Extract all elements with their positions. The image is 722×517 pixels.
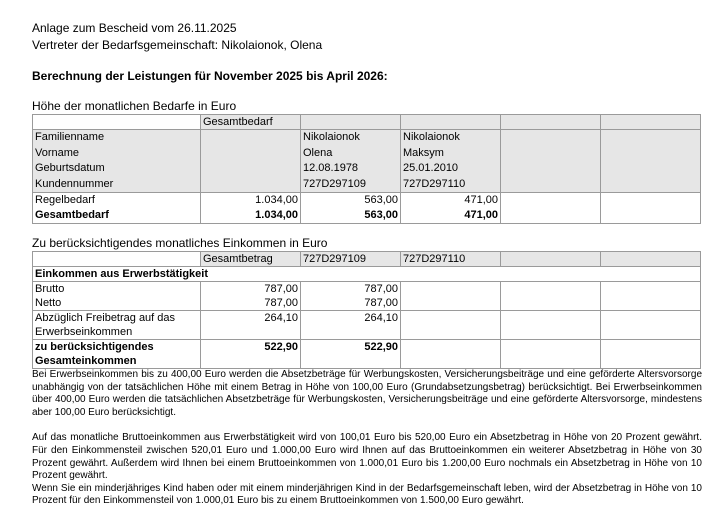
label-familienname: Familienname bbox=[35, 131, 105, 143]
gesamtbedarf-p1: 563,00 bbox=[364, 209, 398, 221]
letter-date-line: Anlage zum Bescheid vom 26.11.2025 bbox=[32, 21, 237, 35]
col-empty bbox=[601, 252, 701, 267]
regelbedarf-p1: 563,00 bbox=[364, 194, 398, 206]
bedarf-p2-cell bbox=[401, 193, 501, 224]
bedarf-p1-cell bbox=[301, 193, 401, 224]
empty-cell bbox=[401, 311, 501, 340]
empty-cell bbox=[501, 282, 601, 311]
col-empty bbox=[501, 115, 601, 130]
empty-cell bbox=[601, 282, 701, 311]
empty-cell bbox=[601, 340, 701, 369]
label-gesamtbedarf: Gesamtbedarf bbox=[35, 209, 109, 221]
bedarfe-heading: Höhe der monatlichen Bedarfe in Euro bbox=[32, 99, 237, 113]
empty-cell bbox=[401, 340, 501, 369]
bn-p1-cell bbox=[301, 282, 401, 311]
person-2-cell bbox=[401, 130, 501, 193]
freibetrag-row bbox=[33, 311, 701, 340]
note-absetzbetraege: Bei Erwerbseinkommen bis zu 400,00 Euro werden die Absetzbeträge für Werbungskosten, Versicherungsbeiträge und eine geförderte Altersvorsorge unabhängig von der tatsächlichen Höhe mit einem Betrag in Höhe von 100,00 Euro (Grundabsetzungsbetrag) berücksichtigt. Bei Erwerbseinkommen über 400,00 Euro werden die tatsächlichen Absetzbeträge für Werbungskosten, Versicherungsbeiträge und eine geförderte Altersvorsorge, mindestens aber 100,00 Euro berücksichtigt. bbox=[32, 369, 702, 418]
col-empty bbox=[401, 115, 501, 130]
p2-vorname: Maksym bbox=[403, 146, 444, 159]
corner-cell bbox=[33, 115, 201, 130]
freibetrag-p1: 264,10 bbox=[301, 311, 401, 340]
freibetrag-label-line1: Abzüglich Freibetrag auf das bbox=[35, 312, 176, 324]
empty-cell bbox=[501, 130, 601, 193]
einkommen-header-row bbox=[33, 252, 701, 267]
gesamteinkommen-label bbox=[33, 340, 201, 369]
bedarf-values-block bbox=[33, 193, 701, 224]
empty-cell bbox=[601, 311, 701, 340]
freibetrag-label-line2: Erwerbseinkommen bbox=[35, 326, 133, 338]
brutto-netto-block bbox=[33, 282, 701, 311]
label-geburtsdatum: Geburtsdatum bbox=[35, 162, 105, 174]
p2-geburtsdatum: 25.01.2010 bbox=[403, 162, 459, 174]
bedarf-total-cell bbox=[201, 193, 301, 224]
bedarf-labels bbox=[33, 193, 201, 224]
label-brutto: Brutto bbox=[35, 283, 65, 295]
label-kundennummer: Kundennummer bbox=[35, 177, 114, 190]
p1-geburtsdatum: 12.08.1978 bbox=[303, 162, 359, 174]
corner-cell bbox=[33, 252, 201, 267]
person-block bbox=[33, 130, 701, 193]
gesamteinkommen-row bbox=[33, 340, 701, 369]
col-empty bbox=[501, 252, 601, 267]
p1-vorname: Olena bbox=[303, 146, 333, 159]
brutto-total: 787,00 bbox=[264, 283, 298, 295]
empty-cell bbox=[601, 130, 701, 193]
empty-cell bbox=[501, 193, 601, 224]
person-labels bbox=[33, 130, 201, 193]
col-gesamtbedarf: Gesamtbedarf bbox=[201, 115, 301, 130]
freibetrag-label bbox=[33, 311, 201, 340]
col-person-1: 727D297109 bbox=[301, 252, 401, 267]
label-regelbedarf: Regelbedarf bbox=[35, 194, 95, 206]
empty-cell bbox=[501, 311, 601, 340]
bn-labels bbox=[33, 282, 201, 311]
gesamteinkommen-p1: 522,90 bbox=[301, 340, 401, 369]
col-gesamtbetrag: Gesamtbetrag bbox=[201, 252, 301, 267]
bedarfe-table bbox=[32, 114, 701, 224]
gesamteinkommen-total: 522,90 bbox=[201, 340, 301, 369]
brutto-p1: 787,00 bbox=[364, 283, 398, 295]
page-title: Berechnung der Leistungen für November 2025 bis April 2026: bbox=[32, 69, 388, 83]
section-row bbox=[33, 267, 701, 282]
einkommen-table bbox=[32, 251, 701, 369]
gesamteinkommen-label-line1: zu berücksichtigendes bbox=[35, 341, 154, 353]
col-empty bbox=[301, 115, 401, 130]
netto-total: 787,00 bbox=[264, 297, 298, 309]
gesamtbedarf-p2: 471,00 bbox=[464, 209, 498, 221]
person-1-cell bbox=[301, 130, 401, 193]
freibetrag-total: 264,10 bbox=[201, 311, 301, 340]
gesamtbedarf-total: 1.034,00 bbox=[255, 209, 298, 221]
regelbedarf-p2: 471,00 bbox=[464, 194, 498, 206]
gesamteinkommen-label-line2: Gesamteinkommen bbox=[35, 355, 137, 367]
p1-familienname: Nikolaionok bbox=[303, 131, 360, 143]
representative-line: Vertreter der Bedarfsgemeinschaft: Nikolaionok, Olena bbox=[32, 38, 323, 52]
bn-total-cell bbox=[201, 282, 301, 311]
col-empty bbox=[601, 115, 701, 130]
note-absetzbetrag-prozent: Auf das monatliche Bruttoeinkommen aus Erwerbstätigkeit wird von 100,01 Euro bis 520,00 Euro ein Absetzbetrag in Höhe von 20 Prozent gewährt. Für den Einkommensteil zwischen 520,01 Euro und 1.000,00 Euro wird Ihnen auf das Bruttoeinkommen ein weiterer Absetzbetrag in Höhe von 30 Prozent gewährt. Außerdem wird Ihnen bei einem Bruttoeinkommen von 1.000,01 Euro bis 1.200,00 Euro nochmals ein Absetzbetrag in Höhe von 10 Prozent gewährt. bbox=[32, 432, 702, 482]
person-total-cell bbox=[201, 130, 301, 193]
einkommen-heading: Zu berücksichtigendes monatliches Einkommen in Euro bbox=[32, 236, 328, 250]
label-netto: Netto bbox=[35, 297, 62, 309]
empty-cell bbox=[601, 193, 701, 224]
bedarfe-header-row bbox=[33, 115, 701, 130]
p2-kundennummer: 727D297110 bbox=[403, 177, 466, 190]
empty-cell bbox=[401, 282, 501, 311]
p2-familienname: Nikolaionok bbox=[403, 131, 460, 143]
p1-kundennummer: 727D297109 bbox=[303, 177, 367, 190]
label-vorname: Vorname bbox=[35, 146, 80, 159]
col-person-2: 727D297110 bbox=[401, 252, 501, 267]
section-title: Einkommen aus Erwerbstätigkeit bbox=[33, 267, 701, 282]
note-minderjaehriges-kind: Wenn Sie ein minderjähriges Kind haben oder mit einem minderjährigen Kind in der Bedarfsgemeinschaft leben, wird der Absetzbetrag in Höhe von 10 Prozent für den Einkommensteil von 1.000,01 Euro bis zu einem Bruttoeinkommen von 1.500,00 Euro gewährt. bbox=[32, 482, 702, 507]
empty-cell bbox=[501, 340, 601, 369]
netto-p1: 787,00 bbox=[364, 297, 398, 309]
notes-block bbox=[32, 369, 702, 508]
regelbedarf-total: 1.034,00 bbox=[255, 194, 298, 206]
